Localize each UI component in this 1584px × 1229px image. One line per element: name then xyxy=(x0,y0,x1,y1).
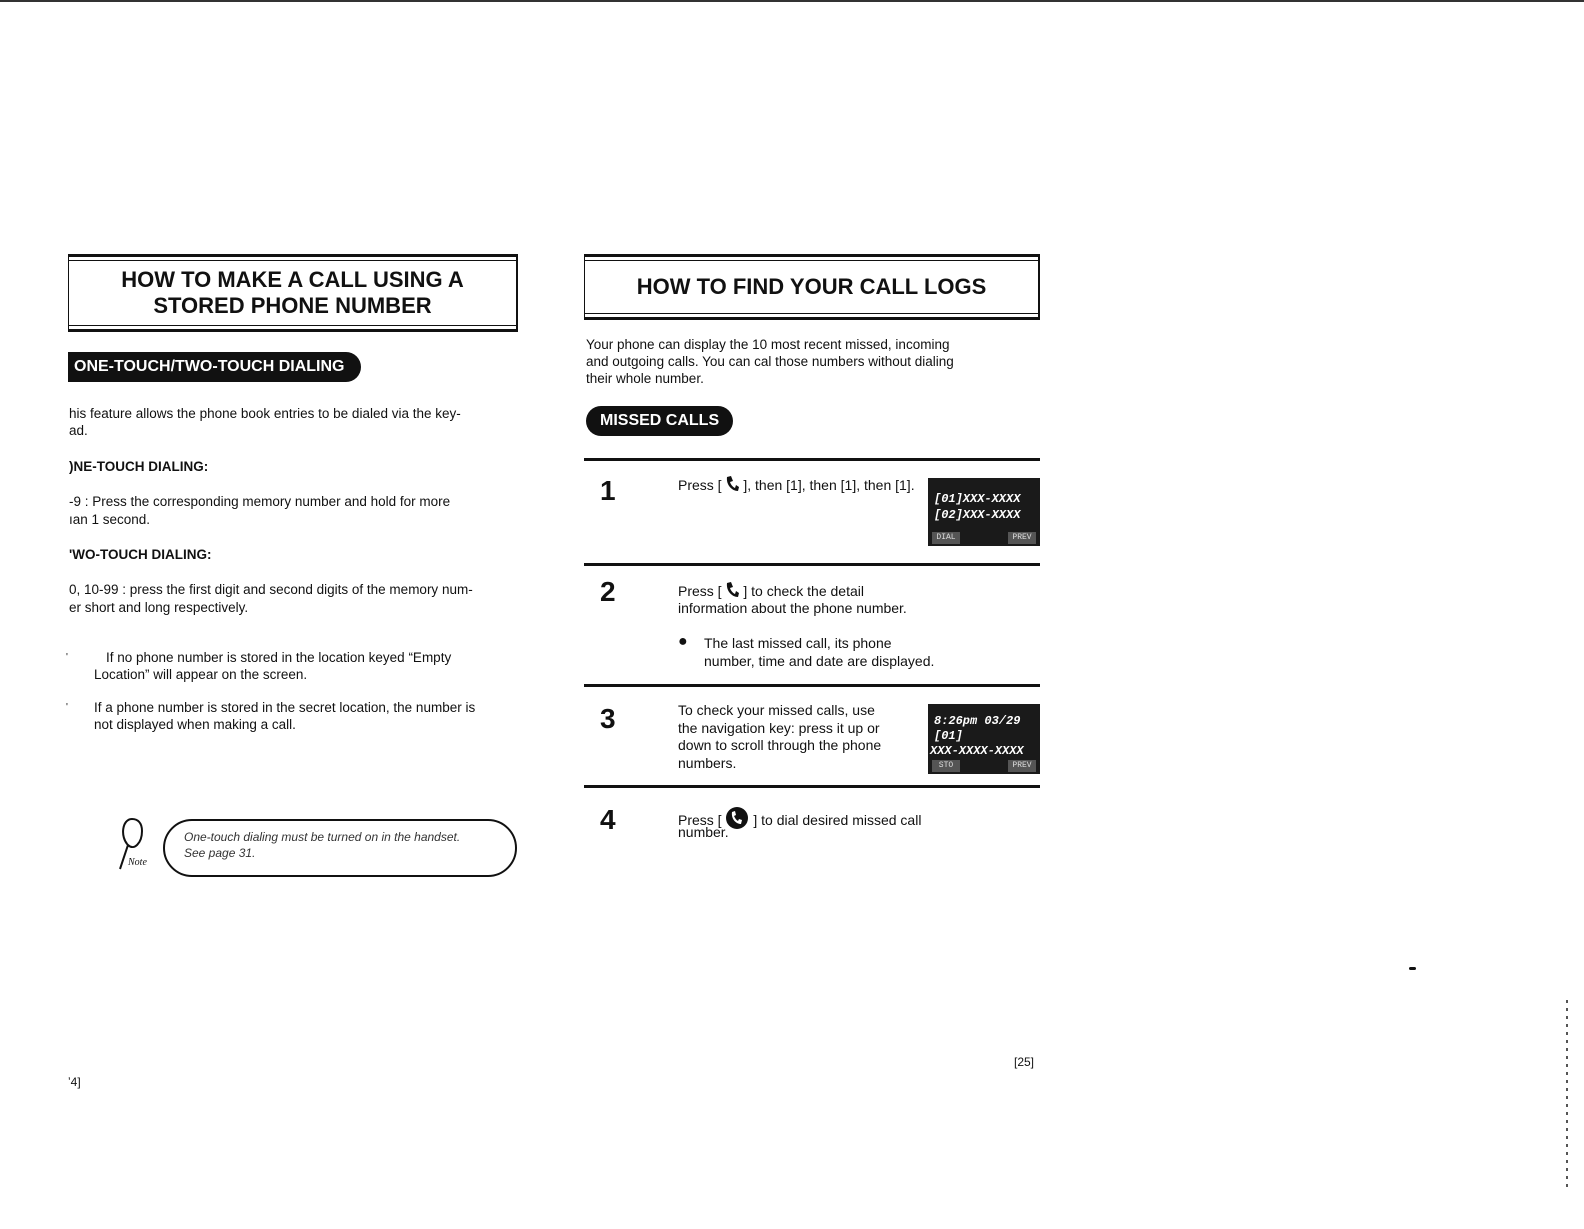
section-badge-missed-calls: MISSED CALLS xyxy=(586,406,733,436)
left-intro-line2: ad. xyxy=(69,423,88,438)
step2-rule xyxy=(584,563,1040,566)
step3-line2: the navigation key: press it up or xyxy=(678,720,880,736)
one-touch-line2: ıan 1 second. xyxy=(69,512,151,527)
step1-text-a: Press [ xyxy=(678,477,722,493)
bullet2-line1: If a phone number is stored in the secret location, the number is xyxy=(94,700,476,715)
one-touch-line1: -9 : Press the corresponding memory number and hold for more xyxy=(69,494,451,509)
right-page-number: [25] xyxy=(1014,1055,1035,1069)
left-page-title xyxy=(68,254,518,332)
bullet-mark-2: ' xyxy=(66,702,68,713)
right-title-text: HOW TO FIND YOUR CALL LOGS xyxy=(636,274,987,299)
scan-speck xyxy=(1409,967,1416,970)
step3-screen-line3: XXX-XXXX-XXXX xyxy=(930,744,1024,758)
right-page-title xyxy=(584,254,1040,320)
note-label: Note xyxy=(128,857,147,868)
step1-soft-left: DIAL xyxy=(932,532,960,544)
step4-rule xyxy=(584,785,1040,788)
note-line2: See page 31. xyxy=(184,846,256,860)
bullet2-line2: not displayed when making a call. xyxy=(94,717,296,732)
step2-text xyxy=(678,582,864,600)
note-line1: One-touch dialing must be turned on in the handset. xyxy=(184,830,461,844)
step3-number: 3 xyxy=(600,703,616,734)
two-touch-line1: 0, 10-99 : press the first digit and second digits of the memory num- xyxy=(69,582,473,597)
left-title-line1: HOW TO MAKE A CALL USING A xyxy=(121,267,464,292)
right-intro-line1: Your phone can display the 10 most recent missed, incoming xyxy=(586,337,950,352)
step1-screen-line2: [02]XXX-XXXX xyxy=(934,508,1021,522)
step2-bullet-line1: The last missed call, its phone xyxy=(704,635,892,651)
step4-text-a: Press [ xyxy=(678,812,722,828)
step3-line3: down to scroll through the phone xyxy=(678,737,882,753)
step4-number: 4 xyxy=(600,804,616,835)
one-touch-heading: )NE-TOUCH DIALING: xyxy=(69,459,209,474)
right-intro-line2: and outgoing calls. You can cal those numbers without dialing xyxy=(586,354,954,369)
left-title-line2: STORED PHONE NUMBER xyxy=(153,293,432,318)
step1-text xyxy=(678,476,915,494)
step1-text-b: ], then [1], then [1], then [1]. xyxy=(743,477,915,493)
step1-phone-screen xyxy=(928,478,1040,546)
step3-soft-left: STO xyxy=(932,760,960,772)
top-rule xyxy=(0,0,1584,2)
step2-line2: information about the phone number. xyxy=(678,600,907,616)
step3-line1: To check your missed calls, use xyxy=(678,702,875,718)
scan-edge-dots xyxy=(1566,1000,1568,1190)
step1-number: 1 xyxy=(600,475,616,506)
left-page-number: ʼ4] xyxy=(68,1075,81,1089)
handset-icon xyxy=(725,582,739,598)
step2-bullet-line2: number, time and date are displayed. xyxy=(704,653,935,669)
step3-screen-line2: [01] xyxy=(934,729,963,743)
left-intro-line1: his feature allows the phone book entries to be dialed via the key- xyxy=(69,406,461,421)
step2-bullet-dot: ● xyxy=(678,633,688,650)
step1-rule xyxy=(584,458,1040,461)
step3-rule xyxy=(584,684,1040,687)
step1-soft-right: PREV xyxy=(1008,532,1036,544)
send-key-icon xyxy=(725,806,749,832)
step3-line4: numbers. xyxy=(678,755,737,771)
right-intro-line3: their whole number. xyxy=(586,371,704,386)
step2-text-a: Press [ xyxy=(678,583,722,599)
bullet-mark-1: ' xyxy=(66,652,68,663)
two-touch-line2: er short and long respectively. xyxy=(69,600,249,615)
step4-line2: number. xyxy=(678,824,729,840)
handset-icon xyxy=(725,476,739,492)
step4-text-b: ] to dial desired missed call xyxy=(753,812,922,828)
step3-screen-line1: 8:26pm 03/29 xyxy=(934,714,1021,728)
bullet1-line1: If no phone number is stored in the location keyed “Empty xyxy=(106,650,452,665)
step2-text-b: ] to check the detail xyxy=(743,583,864,599)
step2-number: 2 xyxy=(600,576,616,607)
step3-phone-screen xyxy=(928,704,1040,774)
step3-soft-right: PREV xyxy=(1008,760,1036,772)
step1-screen-line1: [01]XXX-XXXX xyxy=(934,492,1021,506)
bullet1-line2: Location” will appear on the screen. xyxy=(94,667,308,682)
section-badge-dialing: ONE-TOUCH/TWO-TOUCH DIALING xyxy=(68,352,361,382)
note-pen-icon xyxy=(114,815,158,873)
two-touch-heading: 'WO-TOUCH DIALING: xyxy=(69,547,212,562)
